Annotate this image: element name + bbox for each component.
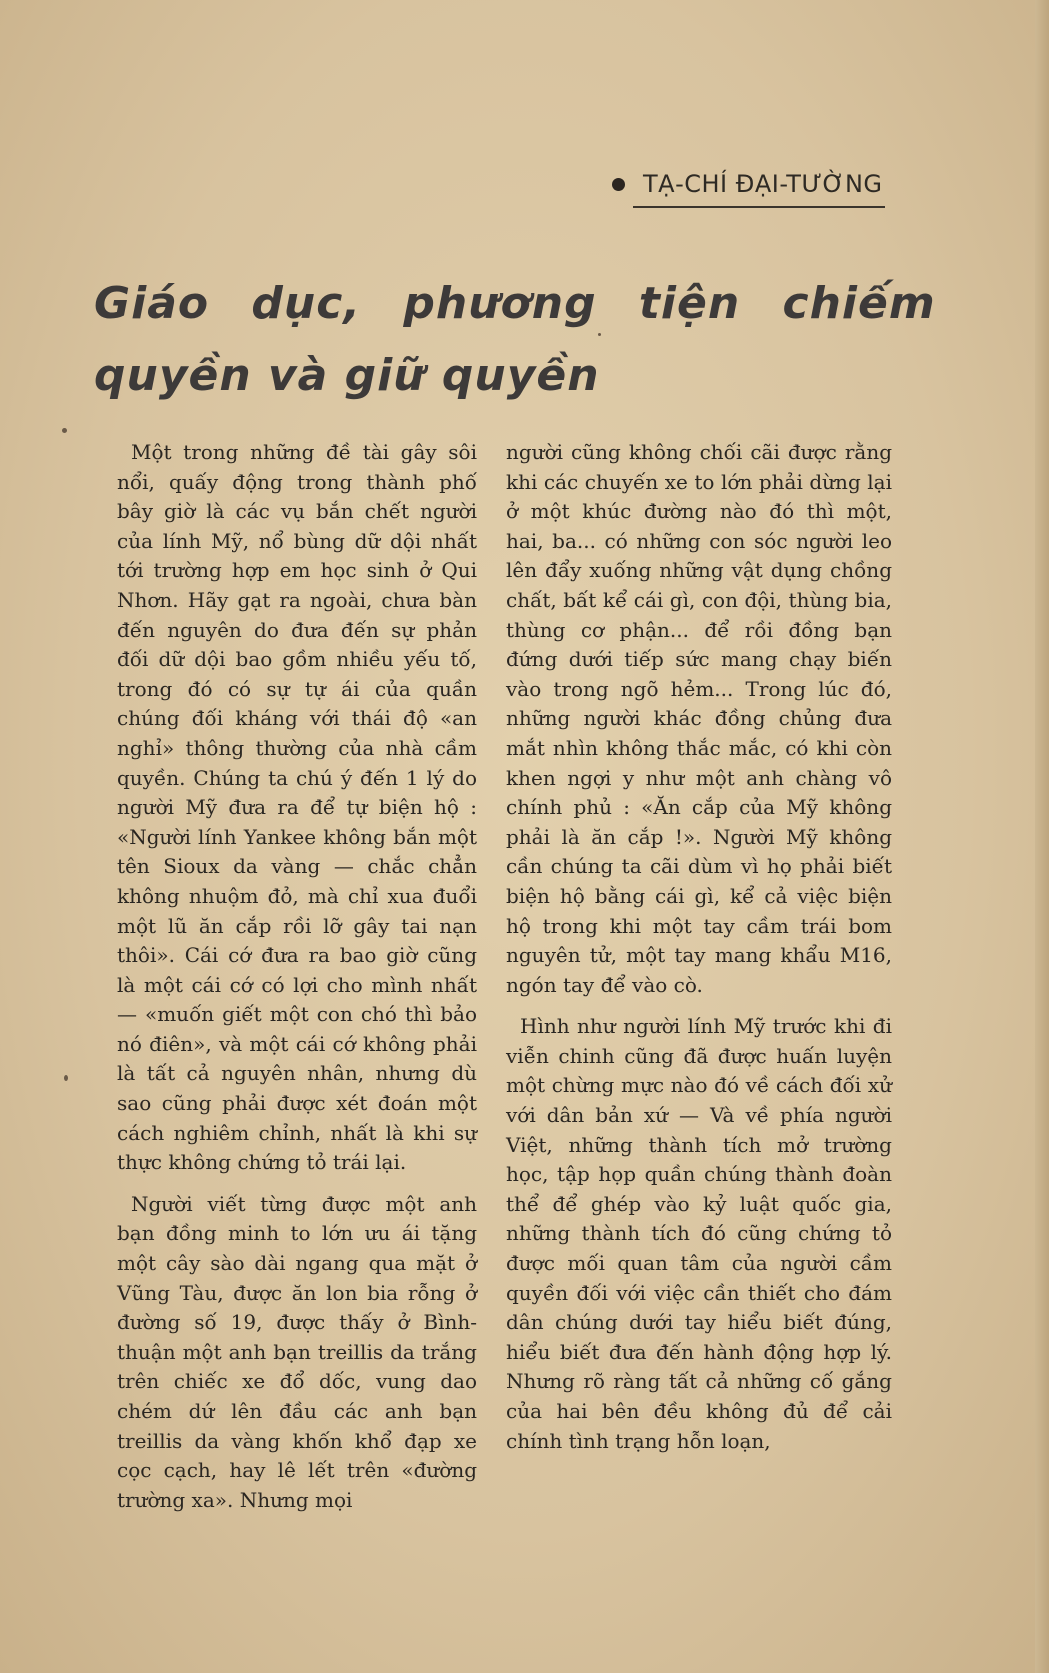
article-title <box>94 268 974 412</box>
paragraph: Một trong những đề tài gây sôi nổi, quấy động trong thành phố bây giờ là các vụ bắn chết người của lính Mỹ, nổ bùng dữ dội nhất tới trường hợp em học sinh ở Qui Nhơn. Hãy gạt ra ngoài, chưa bàn đến nguyên do đưa đến sự phản đối dữ dội bao gồm nhiều yếu tố, trong đó có sự tự ái của quần chúng đối kháng với thái độ «an nghỉ» thông thường của nhà cầm quyền. Chúng ta chú ý đến 1 lý do người Mỹ đưa ra để tự biện hộ : «Người lính Yankee không bắn một tên Sioux da vàng — chắc chẳn không nhuộm đỏ, mà chỉ xua đuổi một lũ ăn cắp rồi lỡ gây tai nạn thôi». Cái cớ đưa ra bao giờ cũng là một cái cớ có lợi cho mình nhất — «muốn giết một con chó thì bảo nó điên», và một cái cớ không phải là tất cả nguyên nhân, nhưng dù sao cũng phải được xét đoán một cách nghiêm chỉnh, nhất là khi sự thực không chứng tỏ trái lại. <box>117 440 477 1175</box>
bullet-icon <box>612 178 625 191</box>
paper-speck <box>62 428 67 433</box>
author-name: TẠ-CHÍ ĐẠI-TƯỜNG <box>643 170 883 198</box>
paragraph: Hình như người lính Mỹ trước khi đi viễn chinh cũng đã được huấn luyện một chừng mực nào đó về cách đối xử với dân bản xứ — Và về phía người Việt, những thành tích mở trường học, tập họp quần chúng thành đoàn thể để ghép vào kỷ luật quốc gia, những thành tích đó cũng chứng tỏ được mối quan tâm của người cầm quyền đối với việc cần thiết cho đám dân chúng dưới tay hiểu biết đúng, hiểu biết đưa đến hành động hợp lý. Nhưng rõ ràng tất cả những cố gắng của hai bên đều không đủ để cải chính tình trạng hỗn loạn, <box>506 1014 892 1453</box>
right-column <box>506 438 892 1456</box>
page-edge <box>1035 0 1049 1673</box>
paragraph: Người viết từng được một anh bạn đồng minh to lớn ưu ái tặng một cây sào dài ngang qua mặt ở Vũng Tàu, được ăn lon bia rỗng ở đường số 19, được thấy ở Bình-thuận một anh bạn treillis da trắng trên chiếc xe đổ dốc, vung dao chém dứ lên đầu các anh bạn treillis da vàng khốn khổ đạp xe cọc cạch, hay lê lết trên «đường trường xa». Nhưng mọi <box>117 1191 477 1512</box>
paragraph: người cũng không chối cãi được rằng khi các chuyến xe to lớn phải dừng lại ở một khúc đường nào đó thì một, hai, ba... có những con sóc người leo lên đẩy xuống những vật dụng chồng chất, bất kể cái gì, con đội, thùng bia, thùng cơ phận... để rồi đồng bạn đứng dưới tiếp sức mang chạy biến vào trong ngõ hẻm... Trong lúc đó, những người khác đồng chủng đưa mắt nhìn không thắc mắc, có khi còn khen ngợi y như một anh chàng vô chính phủ : «Ăn cắp của Mỹ không phải là ăn cắp !». Người Mỹ không cần chúng ta cãi dùm vì họ phải biết biện hộ bằng cái gì, kể cả việc biện hộ trong khi một tay cầm trái bom nguyên tử, một tay mang khẩu M16, ngón tay để vào cò. <box>506 440 892 997</box>
byline-underline <box>633 206 885 208</box>
left-column <box>117 438 477 1515</box>
paper-speck <box>598 333 601 336</box>
title-line-1: Giáo dục, phương tiện chiếm <box>94 278 936 329</box>
byline <box>612 170 883 198</box>
paper-speck <box>64 1075 68 1081</box>
title-line-2: quyền và giữ quyền <box>94 350 600 401</box>
